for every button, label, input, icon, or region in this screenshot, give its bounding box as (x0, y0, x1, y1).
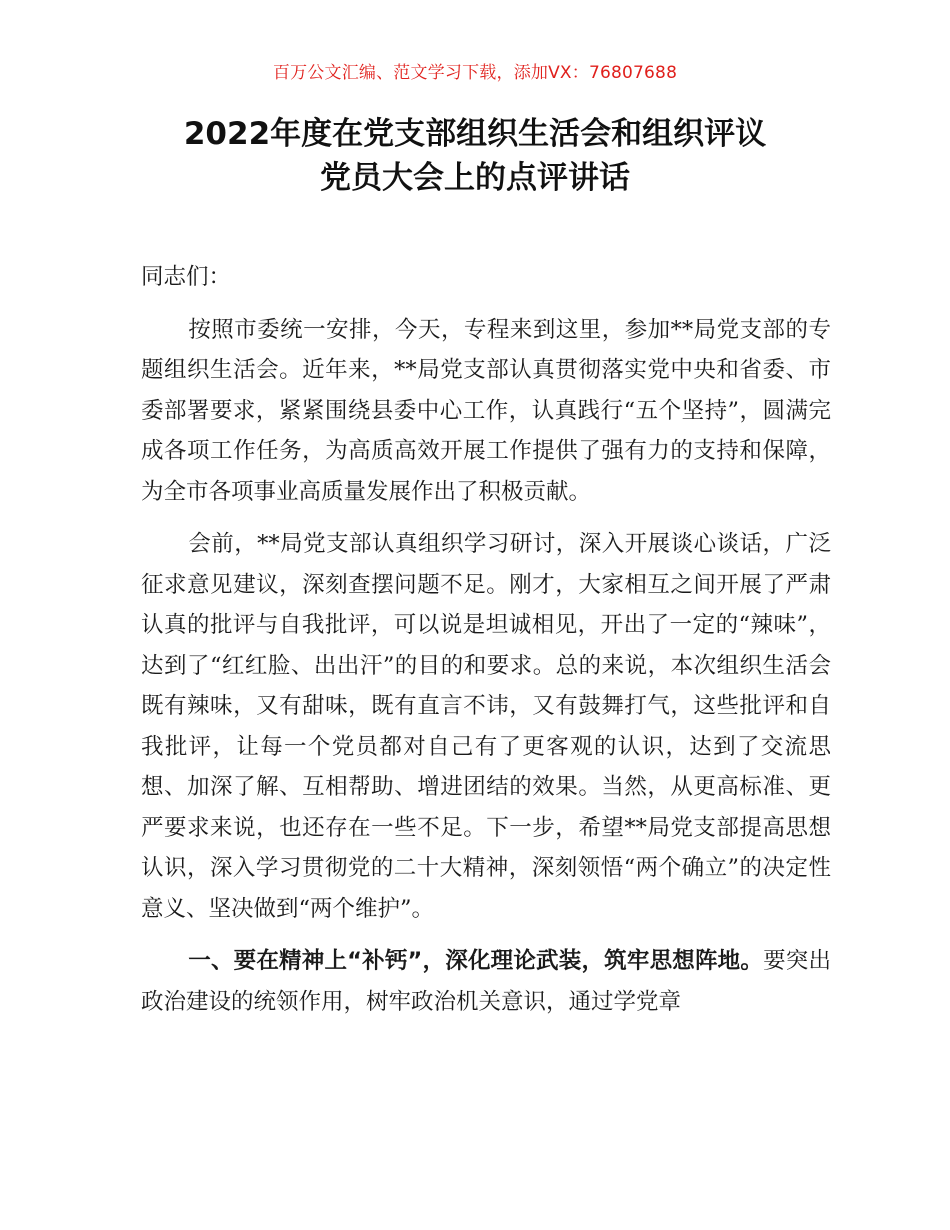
section-1-heading: 一、要在精神上“补钙”，深化理论武装，筑牢思想阵地。 (188, 948, 764, 974)
document-body (141, 257, 831, 1022)
header-contact-note: 百万公文汇编、范文学习下载，添加VX：76807688 (272, 63, 678, 83)
title-line-1: 2022年度在党支部组织生活会和组织评议 (183, 116, 767, 152)
salutation: 同志们： (141, 264, 232, 290)
document-title (0, 112, 950, 200)
title-line-2: 党员大会上的点评讲话 (320, 160, 630, 196)
section-1 (141, 941, 831, 1022)
paragraph-1: 按照市委统一安排，今天，专程来到这里，参加**局党支部的专题组织生活会。近年来，**局党支部认真贯彻落实党中央和省委、市委部署要求，紧紧围绕县委中心工作，认真践行“五个坚持”，圆满完成各项工作任务，为高质高效开展工作提供了强有力的支持和保障，为全市各项事业高质量发展作出了积极贡献。 (141, 316, 831, 505)
paragraph-2: 会前，**局党支部认真组织学习研讨，深入开展谈心谈话，广泛征求意见建议，深刻查摆问题不足。刚才，大家相互之间开展了严肃认真的批评与自我批评，可以说是坦诚相见，开出了一定的“辣味”，达到了“红红脸、出出汗”的目的和要求。总的来说，本次组织生活会既有辣味，又有甜味，既有直言不讳，又有鼓舞打气，这些批评和自我批评，让每一个党员都对自己有了更客观的认识，达到了交流思想、加深了解、互相帮助、增进团结的效果。当然，从更高标准、更严要求来说，也还存在一些不足。下一步，希望**局党支部提高思想认识，深入学习贯彻党的二十大精神，深刻领悟“两个确立”的决定性意义、坚决做到“两个维护”。 (141, 531, 831, 922)
section-1-text: 要突出政治建设的统领作用，树牢政治机关意识，通过学党章 (141, 948, 831, 1015)
